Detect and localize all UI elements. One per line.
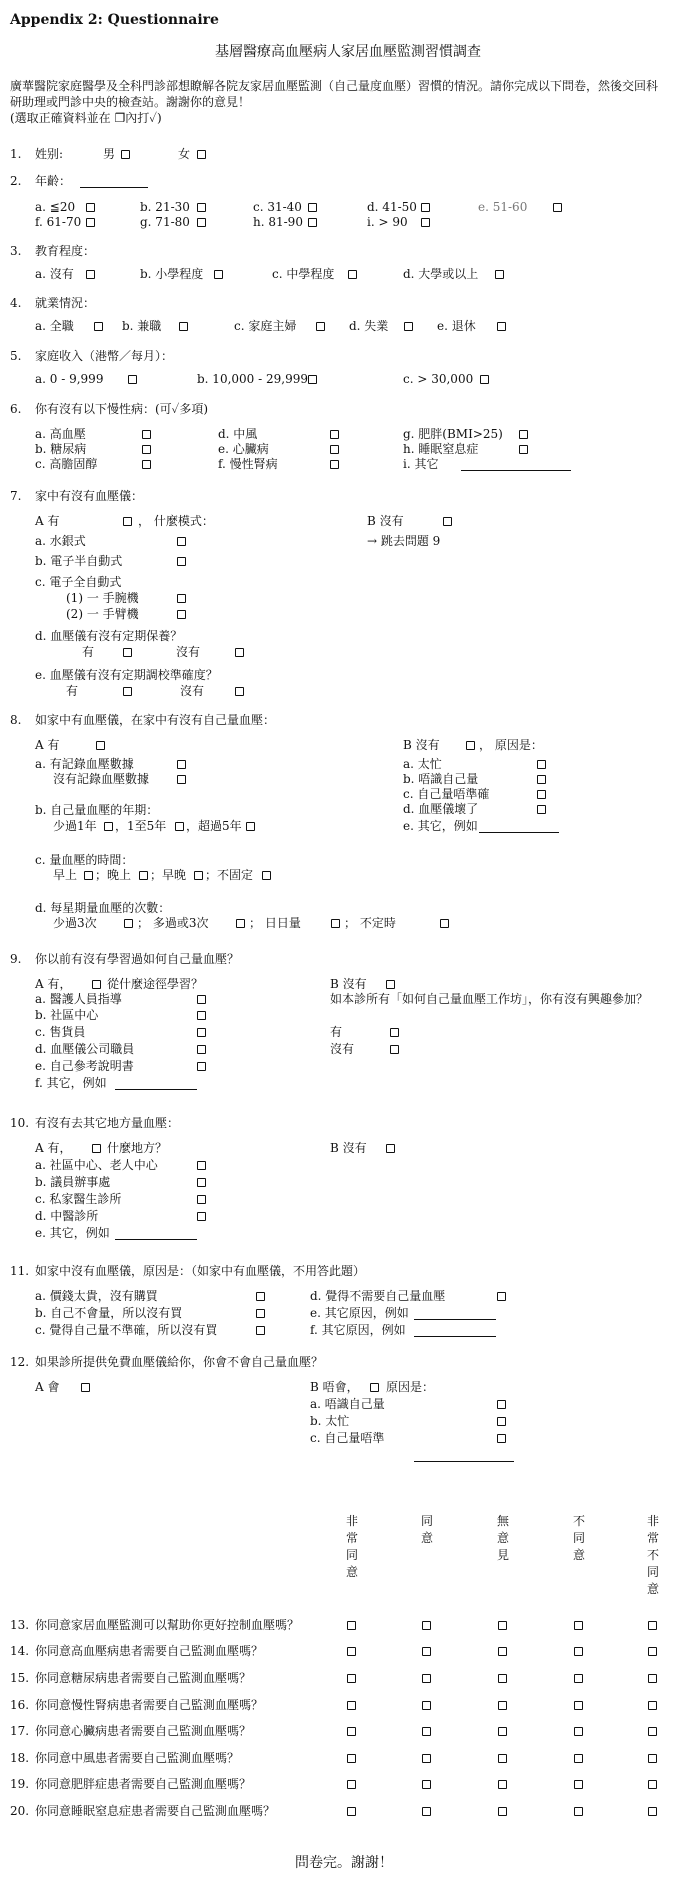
q2-age-blank[interactable] xyxy=(80,187,148,188)
q6-opt-d-checkbox[interactable] xyxy=(330,430,339,439)
q17-number: 17. xyxy=(10,1724,30,1738)
q8-reason-c-checkbox[interactable] xyxy=(537,790,546,799)
q7-opt-c1: (1) 一 手腕機 xyxy=(66,591,139,605)
q15-disagree-checkbox[interactable] xyxy=(574,1674,583,1683)
q8-question: 如家中有血壓儀，在家中有沒有自己量血壓： xyxy=(35,713,276,727)
q20-agree-checkbox[interactable] xyxy=(422,1807,431,1816)
q9-number: 9. xyxy=(10,952,22,966)
q6-opt-h-checkbox[interactable] xyxy=(519,445,528,454)
q4-question: 就業情況： xyxy=(35,296,96,310)
q8-c-morning-checkbox[interactable] xyxy=(84,871,93,880)
q11-opt-e: e. 其它原因，例如 xyxy=(310,1306,409,1320)
q2-opt-e: e. 51-60 xyxy=(478,200,528,214)
q3-question: 教育程度： xyxy=(35,244,96,258)
q1-number: 1. xyxy=(10,147,22,161)
q11-opt-c-checkbox[interactable] xyxy=(256,1326,265,1335)
q3-opt-d-checkbox[interactable] xyxy=(495,270,504,279)
q6-opt-f-checkbox[interactable] xyxy=(330,460,339,469)
q6-opt-c-checkbox[interactable] xyxy=(142,460,151,469)
q19-no-opinion-checkbox[interactable] xyxy=(498,1780,507,1789)
q6-opt-c: c. 高膽固醇 xyxy=(35,457,98,471)
q6-opt-b-checkbox[interactable] xyxy=(142,445,151,454)
q20-question: 你同意睡眠窒息症患者需要自己監測血壓嗎？ xyxy=(35,1804,276,1818)
q11-question: 如家中沒有血壓儀，原因是：（如家中有血壓儀，不用答此題） xyxy=(35,1264,366,1278)
q2-opt-c-checkbox[interactable] xyxy=(308,203,317,212)
q7-e-no-checkbox[interactable] xyxy=(235,687,244,696)
q8-opt-c1: c. 量血壓的時間： xyxy=(35,853,134,867)
q19-question: 你同意肥胖症患者需要自己監測血壓嗎？ xyxy=(35,1777,252,1791)
q7-opt-e: e. 血壓儀有沒有定期調校準確度？ xyxy=(35,668,218,682)
q10-opt-a: a. 社區中心、老人中心 xyxy=(35,1158,158,1172)
q9-workshop-yes-checkbox[interactable] xyxy=(390,1028,399,1037)
q18-no-opinion-checkbox[interactable] xyxy=(498,1754,507,1763)
q14-number: 14. xyxy=(10,1644,30,1658)
q8-d-under3-checkbox[interactable] xyxy=(124,919,133,928)
q8-opt-b1: b. 自己量血壓的年期： xyxy=(35,803,159,817)
q5-question: 家庭收入（港幣／每月）： xyxy=(35,349,174,363)
q7-opt-d: d. 血壓儀有沒有定期保養？ xyxy=(35,629,183,643)
q9-opt-c-checkbox[interactable] xyxy=(197,1028,206,1037)
q6-other-blank[interactable] xyxy=(461,470,571,471)
q2-opt-f: f. 61-70 xyxy=(35,215,82,229)
q13-disagree-checkbox[interactable] xyxy=(574,1621,583,1630)
scale-strongly-disagree: 非常不同意 xyxy=(646,1514,659,1596)
q7-a-checkbox[interactable] xyxy=(123,517,132,526)
q2-opt-d: d. 41-50 xyxy=(367,200,417,214)
q8-opt-a2: 沒有記錄血壓數據 xyxy=(53,772,150,786)
q11-opt-d: d. 覺得不需要自己量血壓 xyxy=(310,1289,446,1303)
q12-b-checkbox[interactable] xyxy=(370,1383,379,1392)
q14-strongly-agree-checkbox[interactable] xyxy=(347,1647,356,1656)
q5-opt-c-checkbox[interactable] xyxy=(480,375,489,384)
q8-reason-d: d. 血壓儀壞了 xyxy=(403,802,479,816)
q8-opt-c3: ；晚上 xyxy=(95,868,132,882)
q16-no-opinion-checkbox[interactable] xyxy=(498,1701,507,1710)
survey-title: 基層醫療高血壓病人家居血壓監測習慣調查 xyxy=(215,44,481,60)
q4-number: 4. xyxy=(10,296,22,310)
q9-opt-e: e. 自己參考說明書 xyxy=(35,1059,134,1073)
q19-agree-checkbox[interactable] xyxy=(422,1780,431,1789)
q2-opt-h: h. 81-90 xyxy=(253,215,303,229)
q10-opt-c: c. 私家醫生診所 xyxy=(35,1192,122,1206)
q5-opt-a-checkbox[interactable] xyxy=(128,375,137,384)
q20-strongly-disagree-checkbox[interactable] xyxy=(648,1807,657,1816)
q3-opt-a: a. 沒有 xyxy=(35,267,74,281)
q11-number: 11. xyxy=(10,1264,30,1278)
scale-agree: 同意 xyxy=(420,1514,433,1545)
q19-number: 19. xyxy=(10,1777,30,1791)
q12-a-checkbox[interactable] xyxy=(81,1383,90,1392)
q12-other-blank[interactable] xyxy=(414,1461,514,1462)
q9-opt-c: c. 售貨員 xyxy=(35,1025,86,1039)
q8-b-reason-label: ， 原因是： xyxy=(479,738,543,752)
q12-question: 如果診所提供免費血壓儀給你，你會不會自己量血壓？ xyxy=(35,1355,324,1369)
q13-number: 13. xyxy=(10,1618,30,1632)
q19-strongly-agree-checkbox[interactable] xyxy=(347,1780,356,1789)
q6-opt-f: f. 慢性腎病 xyxy=(218,457,278,471)
q12-opt-c: c. 自己量唔準 xyxy=(310,1431,385,1445)
q9-opt-b-checkbox[interactable] xyxy=(197,1011,206,1020)
q11-opt-f-blank[interactable] xyxy=(414,1336,496,1337)
q8-opt-a2-checkbox[interactable] xyxy=(177,775,186,784)
q9-opt-f: f. 其它，例如 xyxy=(35,1076,107,1090)
q6-opt-b: b. 糖尿病 xyxy=(35,442,87,456)
q8-opt-a1: a. 有記錄血壓數據 xyxy=(35,757,134,771)
q8-reason-c: c. 自己量唔準確 xyxy=(403,787,490,801)
q10-opt-e: e. 其它，例如 xyxy=(35,1226,110,1240)
q10-opt-d: d. 中醫診所 xyxy=(35,1209,99,1223)
q7-d-yes-checkbox[interactable] xyxy=(123,648,132,657)
q7-e-yes-label: 有 xyxy=(66,684,79,698)
q2-opt-d-checkbox[interactable] xyxy=(421,203,430,212)
q8-reason-a: a. 太忙 xyxy=(403,757,442,771)
q1-female-checkbox[interactable] xyxy=(197,150,206,159)
q8-b-1to5-checkbox[interactable] xyxy=(175,822,184,831)
q7-opt-a-checkbox[interactable] xyxy=(177,537,186,546)
q4-opt-a: a. 全職 xyxy=(35,319,74,333)
q7-b-checkbox[interactable] xyxy=(443,517,452,526)
q8-c-irregular-checkbox[interactable] xyxy=(262,871,271,880)
q7-opt-c1-checkbox[interactable] xyxy=(177,594,186,603)
q4-opt-e: e. 退休 xyxy=(437,319,476,333)
q8-opt-d2: 少過3次 xyxy=(53,916,97,930)
scale-disagree: 不同意 xyxy=(572,1514,585,1562)
q13-no-opinion-checkbox[interactable] xyxy=(498,1621,507,1630)
q10-opt-d-checkbox[interactable] xyxy=(197,1212,206,1221)
q8-opt-b4: ，超過5年 xyxy=(186,819,242,833)
q5-number: 5. xyxy=(10,349,22,363)
q20-number: 20. xyxy=(10,1804,30,1818)
q6-number: 6. xyxy=(10,402,22,416)
q2-opt-a-checkbox[interactable] xyxy=(86,203,95,212)
q15-strongly-disagree-checkbox[interactable] xyxy=(648,1674,657,1683)
q9-opt-e-checkbox[interactable] xyxy=(197,1062,206,1071)
q5-opt-a: a. 0 - 9,999 xyxy=(35,372,104,386)
q7-d-yes-label: 有 xyxy=(82,645,95,659)
q2-opt-f-checkbox[interactable] xyxy=(86,218,95,227)
q12-opt-b: b. 太忙 xyxy=(310,1414,350,1428)
q3-number: 3. xyxy=(10,244,22,258)
q8-reason-e: e. 其它，例如 xyxy=(403,819,478,833)
q6-opt-a: a. 高血壓 xyxy=(35,427,86,441)
q2-opt-g-checkbox[interactable] xyxy=(197,218,206,227)
q11-opt-e-blank[interactable] xyxy=(414,1319,496,1320)
q14-disagree-checkbox[interactable] xyxy=(574,1647,583,1656)
q16-agree-checkbox[interactable] xyxy=(422,1701,431,1710)
q7-d-no-label: 沒有 xyxy=(176,645,201,659)
q8-a-checkbox[interactable] xyxy=(96,741,105,750)
q18-strongly-agree-checkbox[interactable] xyxy=(347,1754,356,1763)
q11-opt-d-checkbox[interactable] xyxy=(497,1292,506,1301)
q3-opt-b: b. 小學程度 xyxy=(140,267,204,281)
q8-d-irregular-checkbox[interactable] xyxy=(440,919,449,928)
q4-opt-d: d. 失業 xyxy=(349,319,389,333)
q1-male-label: 男 xyxy=(103,147,116,161)
q8-b-under1-checkbox[interactable] xyxy=(104,822,113,831)
closing-text: 問卷完。謝謝！ xyxy=(295,1855,393,1871)
q17-agree-checkbox[interactable] xyxy=(422,1727,431,1736)
q10-number: 10. xyxy=(10,1116,30,1130)
q9-b-heading: B 沒有 xyxy=(330,977,367,991)
q7-opt-c: c. 電子全自動式 xyxy=(35,575,122,589)
q9-question: 你以前有沒有學習過如何自己量血壓？ xyxy=(35,952,240,966)
q8-reason-d-checkbox[interactable] xyxy=(537,805,546,814)
q19-disagree-checkbox[interactable] xyxy=(574,1780,583,1789)
q9-opt-a: a. 醫護人員指導 xyxy=(35,992,122,1006)
q8-opt-d4: ； 日日量 xyxy=(249,916,301,930)
q14-question: 你同意高血壓病患者需要自己監測血壓嗎？ xyxy=(35,1644,264,1658)
q14-agree-checkbox[interactable] xyxy=(422,1647,431,1656)
q12-b-heading: B 唔會， xyxy=(310,1380,359,1394)
q8-reason-b: b. 唔識自己量 xyxy=(403,772,479,786)
q10-opt-c-checkbox[interactable] xyxy=(197,1195,206,1204)
q8-opt-d3: ； 多過或3次 xyxy=(137,916,209,930)
q10-a-where-label: 什麼地方？ xyxy=(107,1141,168,1155)
q16-strongly-agree-checkbox[interactable] xyxy=(347,1701,356,1710)
q3-opt-d: d. 大學或以上 xyxy=(403,267,479,281)
q15-number: 15. xyxy=(10,1671,30,1685)
q2-opt-g: g. 71-80 xyxy=(140,215,190,229)
q1-male-checkbox[interactable] xyxy=(121,150,130,159)
q8-d-daily-checkbox[interactable] xyxy=(331,919,340,928)
appendix-heading: Appendix 2: Questionnaire xyxy=(10,12,219,28)
q20-disagree-checkbox[interactable] xyxy=(574,1807,583,1816)
q12-number: 12. xyxy=(10,1355,30,1369)
q17-no-opinion-checkbox[interactable] xyxy=(498,1727,507,1736)
q11-opt-b: b. 自己不會量，所以沒有買 xyxy=(35,1306,183,1320)
scale-strongly-agree: 非常同意 xyxy=(345,1514,358,1579)
q9-opt-d: d. 血壓儀公司職員 xyxy=(35,1042,135,1056)
q8-b-checkbox[interactable] xyxy=(466,741,475,750)
q4-opt-d-checkbox[interactable] xyxy=(404,322,413,331)
q10-b-heading: B 沒有 xyxy=(330,1141,367,1155)
q6-opt-a-checkbox[interactable] xyxy=(142,430,151,439)
q5-opt-b: b. 10,000 - 29,999 xyxy=(197,372,308,386)
q7-opt-c2: (2) 一 手臂機 xyxy=(66,607,139,621)
q10-opt-a-checkbox[interactable] xyxy=(197,1161,206,1170)
q2-opt-e-checkbox[interactable] xyxy=(553,203,562,212)
q13-strongly-disagree-checkbox[interactable] xyxy=(648,1621,657,1630)
q11-opt-a: a. 價錢太貴，沒有購買 xyxy=(35,1289,158,1303)
q6-opt-g: g. 肥胖(BMI>25) xyxy=(403,427,503,441)
q17-strongly-agree-checkbox[interactable] xyxy=(347,1727,356,1736)
q8-number: 8. xyxy=(10,713,22,727)
q8-b-heading: B 沒有 xyxy=(403,738,440,752)
q9-opt-a-checkbox[interactable] xyxy=(197,995,206,1004)
q8-c-evening-checkbox[interactable] xyxy=(139,871,148,880)
q9-a-way-label: 從什麼途徑學習？ xyxy=(107,977,204,991)
q4-opt-c-checkbox[interactable] xyxy=(316,322,325,331)
q16-number: 16. xyxy=(10,1698,30,1712)
q7-opt-a: a. 水銀式 xyxy=(35,534,86,548)
q7-a-mode-label: ， 什麼模式： xyxy=(138,514,214,528)
q8-b-over5-checkbox[interactable] xyxy=(246,822,255,831)
q10-a-heading: A 有， xyxy=(35,1141,72,1155)
q8-reason-b-checkbox[interactable] xyxy=(537,775,546,784)
q11-opt-a-checkbox[interactable] xyxy=(256,1292,265,1301)
q8-c-both-checkbox[interactable] xyxy=(194,871,203,880)
q19-strongly-disagree-checkbox[interactable] xyxy=(648,1780,657,1789)
q6-opt-d: d. 中風 xyxy=(218,427,258,441)
q3-opt-a-checkbox[interactable] xyxy=(86,270,95,279)
q14-strongly-disagree-checkbox[interactable] xyxy=(648,1647,657,1656)
q9-workshop-no-checkbox[interactable] xyxy=(390,1045,399,1054)
q9-opt-d-checkbox[interactable] xyxy=(197,1045,206,1054)
q7-e-yes-checkbox[interactable] xyxy=(123,687,132,696)
q6-opt-e: e. 心臟病 xyxy=(218,442,269,456)
q8-opt-c4: ；早晚 xyxy=(150,868,187,882)
q8-opt-c5: ；不固定 xyxy=(205,868,254,882)
q17-disagree-checkbox[interactable] xyxy=(574,1727,583,1736)
intro-line-3: (選取正確資料並在 ❐內打✓) xyxy=(10,111,162,125)
q7-question: 家中有沒有血壓儀： xyxy=(35,489,144,503)
q7-skip-note: → 跳去問題 9 xyxy=(367,534,441,548)
q12-opt-a: a. 唔識自己量 xyxy=(310,1397,385,1411)
q1-female-label: 女 xyxy=(178,147,191,161)
q6-opt-g-checkbox[interactable] xyxy=(519,430,528,439)
intro-line-1: 廣華醫院家庭醫學及全科門診部想瞭解各院友家居血壓監測（自己量度血壓）習慣的情況。請你完成以下問卷，然後交回科 xyxy=(10,79,659,93)
q3-opt-c-checkbox[interactable] xyxy=(348,270,357,279)
q2-opt-a: a. ≦20 xyxy=(35,200,76,214)
q10-opt-b: b. 議員辦事處 xyxy=(35,1175,111,1189)
q12-opt-a-checkbox[interactable] xyxy=(497,1400,506,1409)
q2-opt-b-checkbox[interactable] xyxy=(197,203,206,212)
q18-strongly-disagree-checkbox[interactable] xyxy=(648,1754,657,1763)
q8-opt-b3: ，1至5年 xyxy=(115,819,167,833)
q10-other-blank[interactable] xyxy=(115,1239,197,1240)
q2-opt-b: b. 21-30 xyxy=(140,200,190,214)
q18-disagree-checkbox[interactable] xyxy=(574,1754,583,1763)
q8-opt-a1-checkbox[interactable] xyxy=(177,760,186,769)
q7-b-heading: B 沒有 xyxy=(367,514,404,528)
q9-a-heading: A 有， xyxy=(35,977,72,991)
q7-d-no-checkbox[interactable] xyxy=(235,648,244,657)
intro-line-2: 研助理或門診中央的檢查站。謝謝你的意見！ xyxy=(10,95,251,109)
q4-opt-e-checkbox[interactable] xyxy=(497,322,506,331)
q8-reason-a-checkbox[interactable] xyxy=(537,760,546,769)
q3-opt-c: c. 中學程度 xyxy=(272,267,335,281)
q18-number: 18. xyxy=(10,1751,30,1765)
q8-opt-c2: 早上 xyxy=(53,868,78,882)
q12-b-reason-label: 原因是： xyxy=(386,1380,435,1394)
q4-opt-b: b. 兼職 xyxy=(122,319,162,333)
q14-no-opinion-checkbox[interactable] xyxy=(498,1647,507,1656)
q9-workshop-yes-label: 有 xyxy=(330,1025,343,1039)
q4-opt-b-checkbox[interactable] xyxy=(179,322,188,331)
q10-b-checkbox[interactable] xyxy=(386,1144,395,1153)
q15-no-opinion-checkbox[interactable] xyxy=(498,1674,507,1683)
q8-opt-d5: ； 不定時 xyxy=(344,916,396,930)
q6-opt-h: h. 睡眠窒息症 xyxy=(403,442,479,456)
q2-opt-c: c. 31-40 xyxy=(253,200,302,214)
q7-opt-b-checkbox[interactable] xyxy=(177,557,186,566)
q7-opt-c2-checkbox[interactable] xyxy=(177,610,186,619)
q18-question: 你同意中風患者需要自己監測血壓嗎？ xyxy=(35,1751,240,1765)
q13-strongly-agree-checkbox[interactable] xyxy=(347,1621,356,1630)
q7-number: 7. xyxy=(10,489,22,503)
q16-strongly-disagree-checkbox[interactable] xyxy=(648,1701,657,1710)
scale-no-opinion: 無意見 xyxy=(496,1514,509,1562)
q9-other-blank[interactable] xyxy=(115,1089,197,1090)
q11-opt-f: f. 其它原因，例如 xyxy=(310,1323,406,1337)
q7-e-no-label: 沒有 xyxy=(180,684,205,698)
q12-opt-c-checkbox[interactable] xyxy=(497,1434,506,1443)
q18-agree-checkbox[interactable] xyxy=(422,1754,431,1763)
q13-question: 你同意家居血壓監測可以幫助你更好控制血壓嗎？ xyxy=(35,1618,300,1632)
q7-a-heading: A 有 xyxy=(35,514,60,528)
q8-opt-d1: d. 每星期量血壓的次數： xyxy=(35,901,171,915)
q17-strongly-disagree-checkbox[interactable] xyxy=(648,1727,657,1736)
q15-strongly-agree-checkbox[interactable] xyxy=(347,1674,356,1683)
q1-question: 姓别: xyxy=(35,147,64,161)
q10-question: 有沒有去其它地方量血壓： xyxy=(35,1116,180,1130)
q2-number: 2. xyxy=(10,174,22,188)
q7-opt-b: b. 電子半自動式 xyxy=(35,554,123,568)
q10-a-checkbox[interactable] xyxy=(92,1144,101,1153)
q12-opt-b-checkbox[interactable] xyxy=(497,1417,506,1426)
q6-opt-e-checkbox[interactable] xyxy=(330,445,339,454)
q6-opt-i: i. 其它 xyxy=(403,457,439,471)
q10-opt-b-checkbox[interactable] xyxy=(197,1178,206,1187)
q9-workshop-question: 如本診所有「如何自己量血壓工作坊」，你有沒有興趣參加？ xyxy=(330,992,649,1006)
q9-opt-b: b. 社區中心 xyxy=(35,1008,99,1022)
q17-question: 你同意心臟病患者需要自己監測血壓嗎？ xyxy=(35,1724,252,1738)
q9-b-checkbox[interactable] xyxy=(386,980,395,989)
q8-reason-other-blank[interactable] xyxy=(479,832,559,833)
q20-no-opinion-checkbox[interactable] xyxy=(498,1807,507,1816)
q12-a-heading: A 會 xyxy=(35,1380,60,1394)
q15-question: 你同意糖尿病患者需要自己監測血壓嗎？ xyxy=(35,1671,252,1685)
q3-opt-b-checkbox[interactable] xyxy=(214,270,223,279)
q5-opt-c: c. > 30,000 xyxy=(403,372,474,386)
q16-question: 你同意慢性腎病患者需要自己監測血壓嗎？ xyxy=(35,1698,264,1712)
q8-opt-b2: 少過1年 xyxy=(53,819,97,833)
q9-workshop-no-label: 沒有 xyxy=(330,1042,355,1056)
q5-opt-b-checkbox[interactable] xyxy=(308,375,317,384)
q2-question: 年齡： xyxy=(35,174,72,188)
q2-opt-h-checkbox[interactable] xyxy=(308,218,317,227)
q2-opt-i-checkbox[interactable] xyxy=(421,218,430,227)
q9-a-checkbox[interactable] xyxy=(92,980,101,989)
q4-opt-a-checkbox[interactable] xyxy=(94,322,103,331)
q16-disagree-checkbox[interactable] xyxy=(574,1701,583,1710)
q8-d-over3-checkbox[interactable] xyxy=(236,919,245,928)
q11-opt-c: c. 覺得自己量不準確，所以沒有買 xyxy=(35,1323,218,1337)
q20-strongly-agree-checkbox[interactable] xyxy=(347,1807,356,1816)
q4-opt-c: c. 家庭主婦 xyxy=(234,319,297,333)
q13-agree-checkbox[interactable] xyxy=(422,1621,431,1630)
q11-opt-b-checkbox[interactable] xyxy=(256,1309,265,1318)
q2-opt-i: i. > 90 xyxy=(367,215,408,229)
q6-question: 你有沒有以下慢性病：(可✓多項) xyxy=(35,402,209,416)
q8-a-heading: A 有 xyxy=(35,738,60,752)
q15-agree-checkbox[interactable] xyxy=(422,1674,431,1683)
